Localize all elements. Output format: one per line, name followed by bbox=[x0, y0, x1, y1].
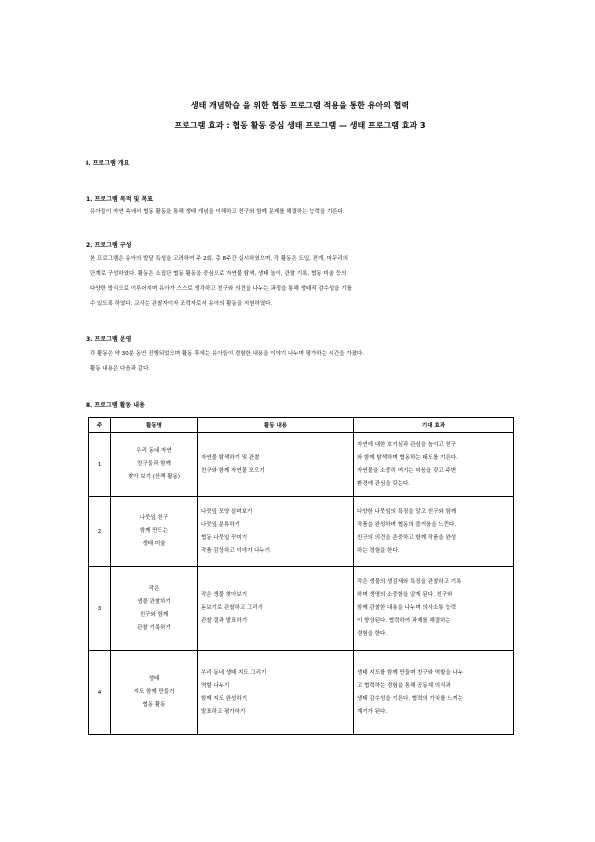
text-line: 나뭇잎 친구 bbox=[139, 515, 169, 521]
text-line: 생태 bbox=[148, 676, 160, 682]
table-row bbox=[89, 651, 514, 735]
text-line: 자연에 대한 호기심과 관심을 높이고 친구 bbox=[357, 441, 457, 448]
table-header-row bbox=[89, 418, 514, 433]
activity-content-cell bbox=[198, 651, 354, 735]
text-line: 경험을 한다. bbox=[357, 631, 388, 637]
text-line: 계기가 된다. bbox=[357, 708, 388, 715]
text-line: 고 협력하는 경험을 통해 공동체 의식과 bbox=[357, 682, 451, 689]
text-line: 활동 내용은 다음과 같다. bbox=[90, 366, 151, 372]
activity-content-cell bbox=[198, 433, 354, 497]
text-line: 관찰 기록하기 bbox=[137, 624, 171, 631]
text-line: 협동 나뭇잎 꾸미기 bbox=[201, 534, 248, 541]
text-line: 각 활동은 약 30분 동안 진행되었으며 활동 후에는 유아들이 경험한 내용을 이야기 나누며 평가하는 시간을 가졌다. bbox=[90, 351, 365, 357]
text-line: 자연물을 소중히 여기는 마음을 갖고 주변 bbox=[357, 467, 457, 474]
activity-name-cell bbox=[111, 651, 198, 735]
section-body-purpose bbox=[90, 205, 515, 220]
text-line: 친구의 의견을 존중하고 함께 작품을 완성 bbox=[357, 534, 457, 541]
activity-name-cell bbox=[111, 433, 198, 497]
expected-effect-cell bbox=[354, 651, 514, 735]
text-line: 지도 함께 만들기 bbox=[133, 689, 175, 695]
activity-table bbox=[88, 417, 514, 735]
text-line: 작은 생물 찾아보기 bbox=[201, 592, 248, 598]
text-line: 와 함께 탐색하며 협동하는 태도를 기른다. bbox=[357, 454, 458, 461]
expected-effect-cell bbox=[354, 567, 514, 651]
text-line: 함께 지도 완성하기 bbox=[201, 695, 248, 702]
activity-content-cell bbox=[198, 497, 354, 567]
text-line: 생태 감수성을 기른다. 협력의 가치를 느끼는 bbox=[357, 695, 464, 702]
text-line: 우리 동네 자연 bbox=[136, 448, 172, 454]
section-body-structure bbox=[90, 252, 515, 312]
document-title-line-1: 생태 개념학습 을 위한 협동 프로그램 적용을 통한 유아의 협력 bbox=[190, 101, 410, 110]
text-line: 이 향상된다. 협력하여 과제를 해결하는 bbox=[357, 618, 451, 624]
section-heading-purpose: 1. 프로그램 목적 및 목표 bbox=[86, 196, 153, 203]
text-line: 관찰 결과 발표하기 bbox=[201, 618, 248, 624]
text-line: 수 있도록 하였다. 교사는 관찰자이자 조력자로서 유아의 활동을 지원하였다. bbox=[90, 301, 273, 307]
section-heading-operation: 3. 프로그램 운영 bbox=[86, 336, 132, 343]
document-title-line-2: 프로그램 효과 : 협동 활동 중심 생태 프로그램 — 생태 프로그램 효과 3 bbox=[174, 121, 426, 130]
table-caption: Ⅱ. 프로그램 활동 내용 bbox=[86, 402, 145, 409]
text-line: 친구와 함께 자연물 모으기 bbox=[201, 467, 265, 474]
header-activity-name: 활동명 bbox=[111, 418, 198, 433]
row-number: 1 bbox=[89, 433, 111, 497]
text-line: 함께 만드는 bbox=[139, 528, 169, 534]
text-line: 나뭇잎 모양 살펴보기 bbox=[201, 508, 253, 515]
row-number: 2 bbox=[89, 497, 111, 567]
text-line: 단계로 구성하였다. 활동은 소집단 협동 활동을 중심으로 자연물 탐색, 생태 놀이, 관찰 기록, 협동 미술 등의 bbox=[90, 271, 347, 277]
text-line: 하는 경험을 한다. bbox=[357, 547, 400, 554]
section-heading-structure: 2. 프로그램 구성 bbox=[86, 242, 132, 249]
text-line: 나뭇잎 분류하기 bbox=[201, 521, 240, 528]
text-line: 친구와 함께 bbox=[139, 611, 169, 618]
section-body-operation bbox=[90, 347, 515, 377]
text-line: 발표하고 평가하기 bbox=[201, 708, 246, 715]
text-line: 생물 관찰하기 bbox=[137, 598, 171, 605]
text-line: 하며 생명의 소중함을 알게 된다. 친구와 bbox=[357, 592, 453, 598]
text-line: 작은 생물의 생김새와 특징을 관찰하고 기록 bbox=[357, 579, 462, 585]
text-line: 환경에 관심을 갖는다. bbox=[357, 480, 411, 487]
activity-name-cell bbox=[111, 497, 198, 567]
text-line: 생태 미술 bbox=[142, 541, 166, 547]
row-number: 4 bbox=[89, 651, 111, 735]
header-expected-effect: 기대 효과 bbox=[354, 418, 514, 433]
text-line: 돋보기로 관찰하고 그리기 bbox=[201, 605, 263, 611]
header-activity-content: 활동 내용 bbox=[198, 418, 354, 433]
main-heading: Ⅰ. 프로그램 개요 bbox=[86, 160, 130, 167]
activity-name-cell bbox=[111, 567, 198, 651]
text-line: 다양한 나뭇잎의 특징을 알고 친구와 함께 bbox=[357, 508, 457, 515]
text-line: 유아들이 자연 속에서 협동 활동을 통해 생태 개념을 이해하고 친구와 함께 문제를 해결하는 능력을 기른다. bbox=[90, 209, 345, 215]
text-line: 자연물 탐색하기 및 관찰 bbox=[201, 454, 260, 461]
text-line: 생태 지도를 함께 만들며 친구와 역할을 나누 bbox=[357, 669, 464, 676]
row-number: 3 bbox=[89, 567, 111, 651]
text-line: 작품을 완성하며 협동의 즐거움을 느낀다. bbox=[357, 521, 457, 528]
expected-effect-cell bbox=[354, 497, 514, 567]
text-line: 우리 동네 생태 지도 그리기 bbox=[201, 669, 267, 676]
text-line: 찾아 보기 (산책 활동) bbox=[127, 474, 181, 480]
text-line: 역할 나누기 bbox=[201, 682, 230, 689]
text-line: 작품 감상하고 이야기 나누기 bbox=[201, 547, 271, 554]
text-line: 작은 bbox=[148, 585, 160, 592]
header-week: 주 bbox=[89, 418, 111, 433]
text-line: 다양한 방식으로 이루어지며 유아가 스스로 생각하고 친구와 의견을 나누는 과정을 통해 생태적 감수성을 기를 bbox=[90, 286, 352, 292]
text-line: 친구들과 함께 bbox=[137, 461, 171, 467]
table-row bbox=[89, 567, 514, 651]
text-line: 함께 관찰한 내용을 나누며 의사소통 능력 bbox=[357, 605, 457, 611]
activity-content-cell bbox=[198, 567, 354, 651]
text-line: 본 프로그램은 유아의 발달 특성을 고려하여 주 2회, 총 8주간 실시하였으며, 각 활동은 도입, 전개, 마무리의 bbox=[90, 256, 349, 262]
table-row bbox=[89, 497, 514, 567]
expected-effect-cell bbox=[354, 433, 514, 497]
table-row bbox=[89, 433, 514, 497]
text-line: 협동 활동 bbox=[142, 702, 166, 708]
